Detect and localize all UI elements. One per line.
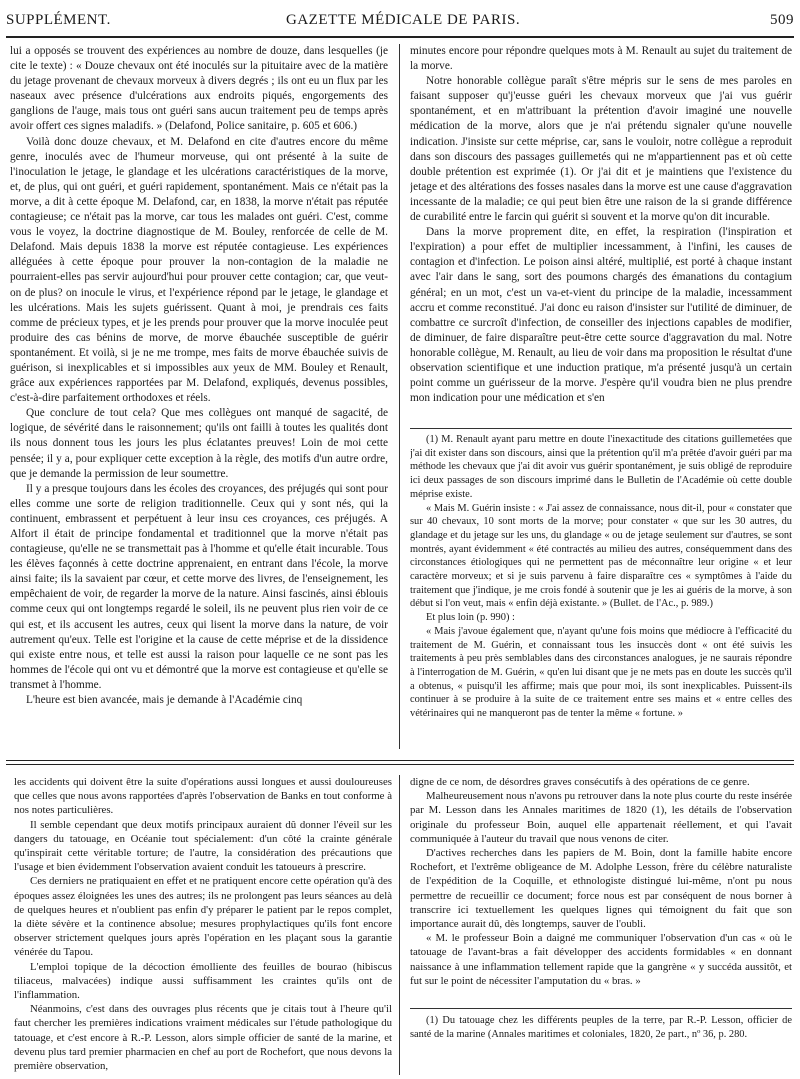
paragraph: D'actives recherches dans les papiers de M. Boin, dont la famille habite encore Rochefort, et l'extrême obligeance de M. Adolphe Lesson, frère du célèbre naturaliste de l'expédition de la Coquille, et ethnologiste distingué lui-même, n'ont pu nous permettre de recueillir ce document; force nous est par conséquent de nous borner à transcrire ici textuellement les quelques lignes qui témoignent du fait que son importance aurait dû, dès longtemps, sauver de l'oubli. [410,847,792,931]
paragraph: L'heure est bien avancée, mais je demande à l'Académie cinq [26,694,303,707]
footnote-lower [410,1014,792,1076]
paragraph: Il semble cependant que deux motifs principaux auraient dû donner l'éveil sur les dangers du tatouage, en Océanie tout spécialement: d'un côté la crainte générale qu'inspirait cette véritable torture; de l'autre, la considération des précautions que l'usage et bien évidemment l'observation avaient conduit les tatoueurs à prescrire. [14,818,392,874]
header-center: GAZETTE MÉDICALE DE PARIS. [286,12,521,28]
paragraph: Que conclure de tout cela? Que mes collègues ont manqué de sagacité, de logique, de sévérité dans le raisonnement; qu'ils ont failli à toutes les qualités dont ils nous donnent tous les jours les plus éclatantes preuves! Loin de moi cette pensée; il y a, pour expliquer cette exception à la règle, des motifs d'un autre ordre, que je demande la permission de leur soumettre. [10,407,388,480]
paragraph: Malheureusement nous n'avons pu retrouver dans la note plus courte du reste insérée par M. Lesson dans les Annales maritimes de 1820 (1), les détails de l'observation originale du professeur Boin, auquel elle appartenait réellement, et qui l'avait communiquée à l'auteur du travail que nous venons de citer. [410,790,792,845]
footnote-rule [410,428,792,429]
column-left-upper [10,44,388,748]
footnote-upper [410,433,792,748]
column-divider-lower [399,775,400,1075]
footnote-paragraph: (1) M. Renault ayant paru mettre en doute l'inexactitude des citations guillemetées que j'ai dit exister dans son discours, ainsi que la prétention qu'il m'a prêtée d'avoir guéri par ma méthode les chevaux que j'ai dit avoir vus guérir spontanément, je suis obligé de reproduire ici deux passages de son discours imprimé dans le Bulletin de l'Académie où cette double méprise existe. [410,434,792,500]
paragraph: digne de ce nom, de désordres graves consécutifs à des opérations de ce genre. [410,776,750,788]
header-rule [6,36,794,38]
column-right-lower [410,775,792,1001]
paragraph: Notre honorable collègue paraît s'être mépris sur le sens de mes paroles en faisant supposer qu'j'eusse guéri les chevaux morveux que j'ai vus guérir spontanément, et en m'attribuant la prétention d'avoir imaginé une nouvelle médication de la morve, alors que je n'ai prétendu signaler qu'une nouvelle indication. J'insiste sur cette méprise, car, sans le vouloir, notre collègue a reproduit dans son discours des passages guillemetés qui ne m'appartiennent pas et où cette double prétention est exprimée (1). Or j'ai dit et je maintiens que l'existence du jetage et des altérations des fosses nasales dans la morve est une cause d'aggravation incessante de la maladie; ce qui peut bien être une raison de la si grande différence de curabilité entre le farcin qui guérit si souvent et la morve qu'on dit incurable. [410,75,792,224]
paragraph: Il y a presque toujours dans les écoles des croyances, des préjugés qui sont pour elles comme une sorte de religion traditionnelle. Ceux qui y sont nés, qui la continuent, embrassent et perpétuent à leur insu ces croyances, ces préjugés. A Alfort il était de principe fondamental et traditionnel que la morve n'était pas contagieuse, qu'elle ne se transmettait pas à l'homme et qu'elle était incurable. Tous les élèves façonnés à cette doctrine apprenaient, en entrant dans l'école, la morve ainsi faite; ils la savaient par cœur, et cette morve des livres, de l'enseignement, les empêchaient de voir, de regarder la morve de la nature. Ainsi fascinés, ainsi éblouis comme ceux qui ont longtemps regardé le soleil, ils ne peuvent plus rien voir de ce qui est, et ils accusent les autres, ceux qui lisent la morve dans la nature, de voir autrement qu'eux. Telle est l'origine et la cause de cette méprise et de la dissidence qui existe entre nous, et telle est aussi la raison pour laquelle ce ne sont pas les hommes de l'école qui ont vu et démontré que la morve est contagieuse et qu'elle se transmet à l'homme. [10,482,388,691]
column-right-upper [410,44,792,424]
paragraph: « M. le professeur Boin a daigné me communiquer l'observation d'un cas « où le tatouage de l'avant-bras a fait développer des accidents formidables « en donnant naissance à une inflammation tellement rapide que la gangrène « y succéda aussitôt, et fut sur le point de nécessiter l'amputation du « bras. » [410,932,792,987]
paragraph: L'emploi topique de la décoction émolliente des feuilles de bourao (hibiscus tiliaceus, malvacées) indique aussi suffisamment les craintes qu'ils ont de l'inflammation. [14,960,392,1002]
paragraph: lui a opposés se trouvent des expériences au nombre de douze, dans lesquelles (je cite le texte) : « Douze chevaux ont été inoculés sur la pituitaire avec de la matière du jetage provenant de chevaux morveux à divers degrés ; ils ont eu un flux par les naseaux avec présence d'ulcérations aux endroits piqués, engorgements des ganglions de l'auge, mais tous ont guéri sans aucun traitement peu de temps après avoir offert ces signes maladifs. » (Delafond, Police sanitaire, p. 605 et 606.) [10,45,388,133]
paragraph: les accidents qui doivent être la suite d'opérations aussi longues et aussi douloureuses que celles que nous avons rapportées d'après l'observation de Banks en tout conforme à nos notes particulières. [14,776,392,817]
footnote-paragraph: « Mais M. Guérin insiste : « J'ai assez de connaissance, nous dit-il, pour « constater que sur 40 chevaux, 10 sont morts de la morve; pour constater « que sur les 30 autres, du glandage et du jetage sur les uns, du glandage « ou de jetage seulement sur d'autres, se sont montrés, ayant évidemment « été contractés au milieu des autres, conséquemment dans des circonstances étiologiques qui ne permettent pas de méconnaître leur origine « et leur caractère morveux; et si je suis parvenu à faire disparaître ces « symptômes à l'aide du traitement que j'indique, je me crois fondé à soutenir que je les ai guéris de la morve, à son début si l'on veut, mais « enfin déjà existante. » (Bullet. de l'Ac., p. 989.) [410,502,792,610]
section-rule-double [6,764,794,765]
paragraph: Ces derniers ne pratiquaient en effet et ne pratiquent encore cette opération qu'à des époques assez éloignées les unes des autres; ils ne prolongent pas leurs séances au delà de quelques heures et n'oublient pas enfin d'y préparer le patient par le repos complet, la diète sévère et la continence absolue; mesures prophylactiques qu'ils font encore observer strictement quelques jours après l'opération en les plaçant sous la garantie vénérée du Tapou. [14,875,392,959]
footnote-paragraph: « Mais j'avoue également que, n'ayant qu'une fois moins que médiocre à l'efficacité du traitement de M. Guérin, et connaissant tous les insuccès dont « ont été suivis les traitements à peu près semblables dans des circonstances analogues, je ne saurais répondre à l'interrogation de M. Guérin, « qu'en lui disant que je ne mets pas en doute les succès qu'il a obtenus, « puisqu'il les affirme; mais que pour moi, ils sont inexplicables. Puissent-ils continuer à se produire à la suite de ce traitement entre ses mains et « entre celles des vétérinaires qui ne manqueront pas de tenter la même « fortune. » [410,625,792,720]
column-divider [399,44,400,749]
section-rule [6,760,794,761]
paragraph: Néanmoins, c'est dans des ouvrages plus récents que je citais tout à l'heure qu'il faut chercher les premières indications vraiment médicales sur l'étude pathologique du tatouage, et c'est encore à R.-P. Lesson, alors simple officier de santé de la marine, et devenu plus tard premier pharmacien en chef au port de Rochefort, que nous devons la première observation, [14,1003,392,1073]
paragraph: minutes encore pour répondre quelques mots à M. Renault au sujet du traitement de la morve. [410,45,792,73]
footnote-paragraph: (1) Du tatouage chez les différents peuples de la terre, par R.-P. Lesson, officier de santé de la marine (Annales maritimes et coloniales, 1820, 2e part., nº 36, p. 280. [410,1015,792,1040]
footnote-paragraph: Et plus loin (p. 990) : [426,612,515,624]
header-left: SUPPLÉMENT. [6,12,111,28]
page-number: 509 [770,12,794,28]
paragraph: Dans la morve proprement dite, en effet, la respiration (l'inspiration et l'expiration) a pour effet de multiplier incessamment, à l'infini, les causes de contagion et d'infection. Le poison ainsi altéré, multiplié, est porté à chaque instant avec l'air dans le sang, sort des poumons chargés des émanations du contagium général; en un mot, c'est un va-et-vient du principe de la maladie, incessamment accru et comme reconstitué. J'ai donc eu raison d'insister sur l'utilité de diminuer, de combattre ce surcroît d'infection, de conseiller des injections capables de modifier, de diminuer, de faire disparaître peut-être cette source d'aggravation du mal. Notre honorable collègue, M. Renault, au lieu de voir dans ma proposition le résultat d'une observation scientifique et une induction pratique, m'a présenté jusqu'à un certain point comme un guérisseur de la morve. J'espère qu'il voudra bien ne plus prendre mon indication pour une médication et s'en [410,226,792,405]
footnote-rule-lower [410,1008,792,1009]
paragraph: Voilà donc douze chevaux, et M. Delafond en cite d'autres encore du même genre, inoculés avec de l'humeur morveuse, qui ont présenté à la suite de l'inoculation le jetage, le glandage et les ulcérations caractéristiques de la morve, et, de plus, qui ont guéri, et guéri rapidement, spontanément. Mais ce n'était pas la morve, a dit à cette époque M. Delafond, car, en 1838, la morve n'était pas réputée contagieuse; ce n'était pas la morve, car tous les malades ont guéri. C'est, comme vous le voyez, la doctrine diagnostique de M. Bouley, renforcée de celle de M. Delafond. Mais depuis 1838 la morve est réputée contagieuse. Les expériences alléguées à cette époque pour prouver la non-contagion de la maladie ne pourraient-elles pas servir aujourd'hui pour prouver cette contagion; car, que veut-on de plus? on inocule le virus, et l'expérience répond par le jetage, le glandage et les ulcérations. Mais les sujets guérissent. Quant à moi, je prendrais ces faits comme de précieux types, et je les prends pour prouver que la morve inoculée peut produire des cas bénins de morve, de morve ébauchée susceptible de guérir spontanément. Et voilà, si je ne me trompe, mes faits de morve ébauchée suivis de guérison, si inexplicables et si impossibles aux yeux de MM. Bouley et Renault, grâce aux expériences rapportées par M. Delafond, expliqués, devenus possibles, c'est-à-dire parfaitement orthodoxes et réels. [10,135,388,405]
running-header [6,4,794,38]
column-left-lower [14,775,392,1075]
